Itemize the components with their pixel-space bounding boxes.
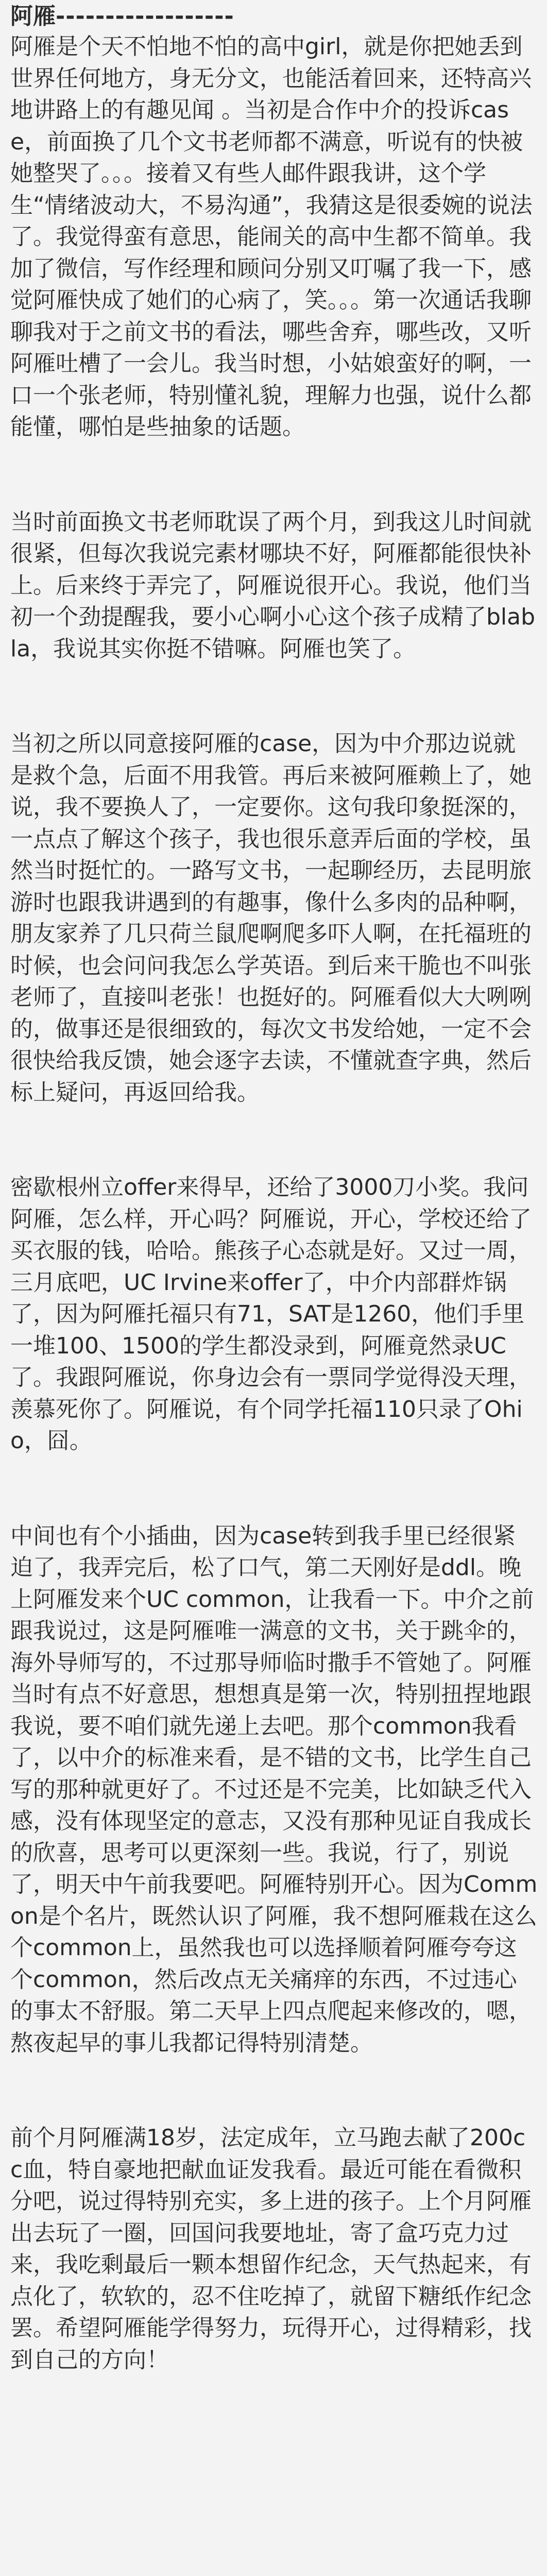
heading-divider: ------------------ xyxy=(56,3,234,29)
paragraph-3: 当初之所以同意接阿雁的case，因为中介那边说就是救个急，后面不用我管。再后来被阿雁赖上了，她说，我不要换人了，一定要你。这句我印象挺深的，一点点了解这个孩子，我也很乐意弄后面的学校，虽然当时挺忙的。一路写文书，一起聊经历，去昆明旅游时也跟我讲遇到的有趣事，像什么多肉的品种啊，朋友家养了几只荷兰鼠爬啊爬多吓人啊，在托福班的时候，也会问问我怎么学英语。到后来干脆也不叫张老师了，直接叫老张！也挺好的。阿雁看似大大咧咧的，做事还是很细致的，每次文书发给她，一定不会很快给我反馈，她会逐字去读，不懂就查字典，然后标上疑问，再返回给我。 xyxy=(10,731,532,1106)
heading-name: 阿雁 xyxy=(10,3,56,29)
paragraph-gap xyxy=(10,1457,538,1520)
paragraph-1: 阿雁是个天不怕地不怕的高中girl，就是你把她丢到世界任何地方，身无分文，也能活着回来，还特高兴地讲路上的有趣见闻 。当初是合作中介的投诉case，前面换了几个文书老师都不满意，听说有的快被她整哭了。。。接着又有些人邮件跟我讲，这个学生“情绪波动大，不易沟通”，我猜这是很委婉的说法了。我觉得蛮有意思，能闹关的高中生都不简单。我加了微信，写作经理和顾问分别又叮嘱了我一下，感觉阿雁快成了她们的心病了，笑。。。第一次通话我聊聊我对于之前文书的看法，哪些舍弃，哪些改，又听阿雁吐槽了一会儿。我当时想，小姑娘蛮好的啊，一口一个张老师，特别懂礼貌，理解力也强，说什么都能懂，哪怕是些抽象的话题。 xyxy=(10,33,533,440)
paragraph-gap xyxy=(10,1108,538,1172)
article-heading xyxy=(10,0,538,30)
paragraph-2: 当时前面换文书老师耽误了两个月，到我这儿时间就很紧，但每次我说完素材哪块不好，阿雁都能很快补上。后来终于弄完了，阿雁说很开心。我说，他们当初一个劲提醒我，要小心啊小心这个孩子成精了blabla，我说其实你挺不错嘛。阿雁也笑了。 xyxy=(10,509,536,662)
paragraph-gap xyxy=(10,665,538,728)
paragraph-5: 中间也有个小插曲，因为case转到我手里已经很紧迫了，我弄完后，松了口气，第二天刚好是ddl。晚上阿雁发来个UC common，让我看一下。中介之前跟我说过，这是阿雁唯一满意的文书，关于跳伞的，海外导师写的，不过那导师临时撒手不管她了。阿雁当时有点不好意思，想想真是第一次，特别扭捏地跟我说，要不咱们就先递上去吧。那个common我看了，以中介的标准来看，是不错的文书，比学生自己写的那种就更好了。不过还是不完美，比如缺乏代入感，没有体现坚定的意志，又没有那种见证自我成长的欣喜，思考可以更深刻一些。我说，行了，别说了，明天中午前我要吧。阿雁特别开心。因为Common是个名片，既然认识了阿雁，我不想阿雁栽在这么个common上，虽然我也可以选择顺着阿雁夸夸这个common，然后改点无关痛痒的东西，不过违心的事太不舒服。第二天早上四点爬起来修改的，嗯，熬夜起早的事儿我都记得特别清楚。 xyxy=(10,1522,538,2056)
paragraph-4: 密歇根州立offer来得早，还给了3000刀小奖。我问阿雁，怎么样，开心吗？阿雁说，开心，学校还给了买衣服的钱，哈哈。熊孩子心态就是好。又过一周，三月底吧，UC Irvine来offer了，中介内部群炸锅了，因为阿雁托福只有71，SAT是1260，他们手里一堆100、1500的学生都没录到，阿雁竟然录UC了。我跟阿雁说，你身边会有一票同学觉得没天理，羡慕死你了。阿雁说，有个同学托福110只录了Ohio，囧。 xyxy=(10,1174,532,1454)
paragraph-gap xyxy=(10,443,538,506)
paragraph-gap xyxy=(10,2059,538,2122)
paragraph-6: 前个月阿雁满18岁，法定成年，立马跑去献了200cc血，特自豪地把献血证发我看。最近可能在看微积分吧，说过得特别充实，多上进的孩子。上个月阿雁出去玩了一圈，回国问我要地址，寄了盒巧克力过来，我吃剩最后一颗本想留作纪念，天气热起来，有点化了，软软的，忍不住吃掉了，就留下糖纸作纪念罢。希望阿雁能学得努力，玩得开心，过得精彩，找到自己的方向！ xyxy=(10,2125,532,2373)
